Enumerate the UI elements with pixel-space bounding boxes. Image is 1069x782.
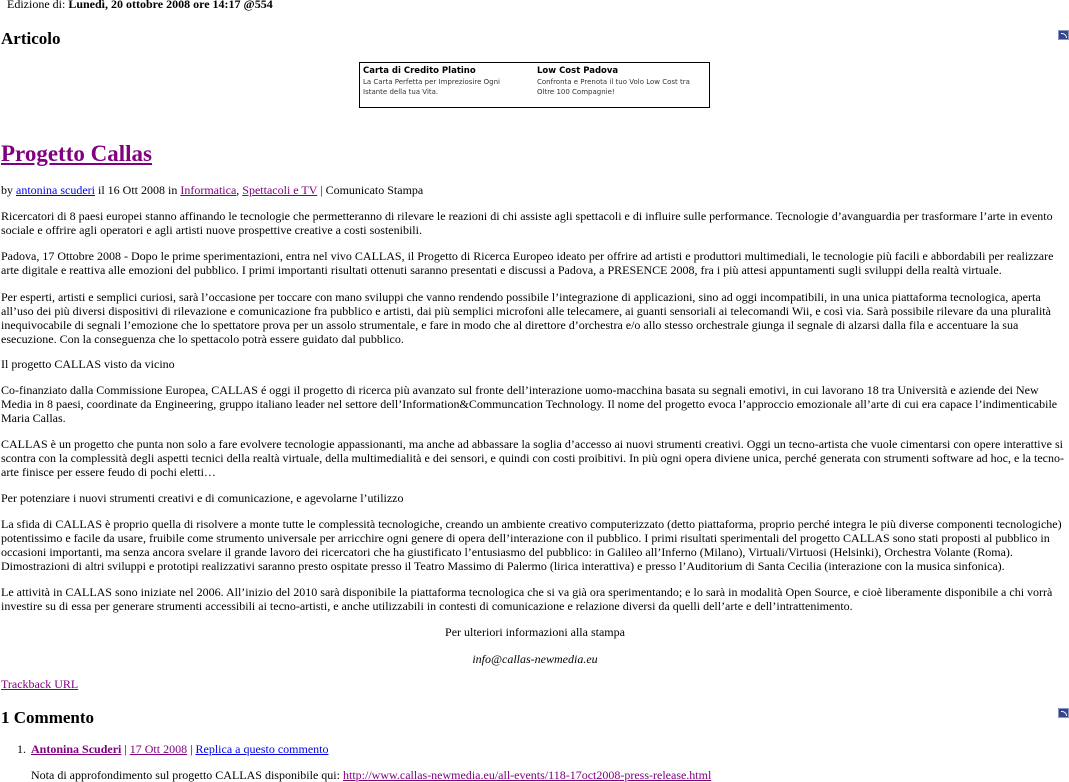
author-link[interactable]: antonina scuderi <box>16 183 95 197</box>
section-title: Articolo <box>1 29 61 48</box>
reply-link[interactable]: Replica a questo commento <box>195 742 329 756</box>
comment-body <box>31 768 711 782</box>
article-subheading: Per potenziare i nuovi strumenti creativi e di comunicazione, e agevolarne l’utilizzo <box>1 491 404 505</box>
comment-url-link[interactable]: http://www.callas-newmedia.eu/all-events/118-17oct2008-press-release.html <box>342 768 712 782</box>
ad-item[interactable] <box>363 66 533 97</box>
ad-text-line: Confronta e Prenota il tuo Volo Low Cost tra <box>537 78 690 86</box>
edition-date: Lunedì, 20 ottobre 2008 ore 14:17 @554 <box>68 0 273 11</box>
trackback-link[interactable]: Trackback URL <box>1 677 79 691</box>
post-title-link[interactable]: Progetto Callas <box>1 141 152 166</box>
comment-author-link[interactable]: Antonina Scuderi <box>31 742 122 756</box>
article-subheading: Il progetto CALLAS visto da vicino <box>1 357 175 371</box>
ad-text-line: Oltre 100 Compagnie! <box>537 88 615 96</box>
article-paragraph: La sfida di CALLAS è proprio quella di risolvere a monte tutte le complessità tecnologiche, creando un ambiente creativo computerizzato (detto piattaforma, proprio perché integra le più diverse componenti tecnologiche) potentissimo e facile da usare, fruibile come strumento universale per arricchire ogni genere di opera dell’interazione con il pubblico. I primi risultati sperimentali del progetto CALLAS sono stati proposti al pubblico in occasioni importanti, ma senza ancora svelare il grande lavoro dei ricercatori che ha giustificato l’entusiasmo del pubblico: in Galileo all’Inferno (Milano), Virtuali/Virtuosi (Helsinki), Orchestra Volante (Roma). Dimostrazioni di altri sviluppi e prototipi realizzativi saranno presto ospitate presso il Teatro Massimo di Palermo (lirica interattiva) e presso l’Auditorium di Santa Cecilia (interazione con la musica sinfonica). <box>1 517 1062 573</box>
article-paragraph: Per esperti, artisti e semplici curiosi, sarà l’occasione per toccare con mano sviluppi che vanno rendendo possibile l’integrazione di applicazioni, sino ad oggi incompatibili, in una unica piattaforma tecnologica, aperta all’uso dei più diversi dispositivi di rilevazione e comunicazione fra pubblico e artisti, dai più semplici microfoni alle telecamere, ai guanti sensoriali ai telecomandi Wii, e così via. Sarà possibile rilevare da una pluralità inequivocabile di segnali l’emozione che lo spettatore prova per un assolo strumentale, e fare in modo che al direttore d’orchestra e/o allo stesso orchestrale giunga il segnale di alzarsi dalla fila e accentuare la sua esecuzione. Con la conseguenza che lo spettacolo potrà essere guidato dal pubblico. <box>1 290 1051 346</box>
comment-header <box>31 742 711 756</box>
ad-title[interactable]: Low Cost Padova <box>537 66 619 76</box>
ad-item[interactable] <box>537 66 707 97</box>
ad-banner[interactable] <box>359 62 710 108</box>
article-paragraph: Ricercatori di 8 paesi europei stanno affinando le tecnologie che permetteranno di rilevare le reazioni di chi assiste agli spettacoli e di influire sulle performance. Tecnologie d’avanguardia per trasformare l’arte in evento sociale e offrire agli operatori e agli artisti nuove prospettive creative a costi sostenibili. <box>1 209 1053 237</box>
meta-date: il 16 Ott 2008 in <box>97 183 178 197</box>
article-paragraph: Padova, 17 Ottobre 2008 - Dopo le prime sperimentazioni, entra nel vivo CALLAS, il Progetto di Ricerca Europeo ideato per offrire ad artisti e produttori multimediali, le tecnologie più facili e abbordabili per realizzare arte digitale e reattiva alle emozioni del pubblico. I primi importanti risultati ottenuti saranno presentati e discussi a Padova, a PRESENCE 2008, fra i più attesi appuntamenti sugli sviluppi della realtà virtuale. <box>1 249 1054 277</box>
meta-rest: | Comunicato Stampa <box>320 183 424 197</box>
comment-list-item <box>17 742 712 782</box>
ad-text-line: La Carta Perfetta per Impreziosire Ogni <box>363 78 500 86</box>
comment-text: Nota di approfondimento sul progetto CALLAS disponibile qui: <box>31 768 340 782</box>
ad-title[interactable]: Carta di Credito Platino <box>363 66 476 76</box>
article-paragraph: Co-finanziato dalla Commissione Europea, CALLAS é oggi il progetto di ricerca più avanzato sul fronte dell’interazione uomo-macchina basata su segnali emotivi, in cui lavorano 18 tra Università e aziende dei New Media in 8 paesi, coordinate da Engineering, gruppo italiano leader nel settore dell’Information&Communcation Technology. Il nome del progetto evoca l’approccio emozionale all’arte di cui era capace l’indimenticabile Maria Callas. <box>1 383 1058 425</box>
press-email: info@callas-newmedia.eu <box>472 652 598 666</box>
comments-title: 1 Commento <box>1 708 95 727</box>
rss-feed-icon[interactable] <box>1058 708 1069 718</box>
article-paragraph: CALLAS è un progetto che punta non solo a fare evolvere tecnologie appassionanti, ma anche ad abbassare la soglia d’accesso ai nuovi strumenti creativi. Oggi un tecno-artista che vuole cimentarsi con opere interattive si scontra con la complessità degli aspetti tecnici della realtà virtuale, della multimedialità e dei sensori, e quindi con costi proibitivi. In più ogni opera diviene unica, perché generata con strumenti software ad hoc, e la tecno-arte finisce per essere feudo di pochi eletti… <box>1 437 1064 479</box>
article-paragraph: Le attività in CALLAS sono iniziate nel 2006. All’inizio del 2010 sarà disponibile la piattaforma tecnologica che si va già ora sperimentando; e lo sarà in modalità Open Source, e cioè liberamente disponibile a chi vorrà investire su di essa per generare strumenti accessibili ai tecno-artisti, e anche utilizzabili in contesti di comunicazione e relazione diversi da quelli dell’arte e dell’intrattenimento. <box>1 585 1053 613</box>
meta-by: by <box>1 183 13 197</box>
edition-prefix: Edizione di: <box>7 0 66 11</box>
rss-feed-icon[interactable] <box>1058 30 1069 40</box>
comment-number: 1. <box>17 742 26 756</box>
comment-separator: | <box>190 742 193 756</box>
comment-date-link[interactable]: 17 Ott 2008 <box>129 742 188 756</box>
category-link-informatica[interactable]: Informatica <box>180 183 237 197</box>
edition-line <box>7 0 273 12</box>
post-meta <box>1 183 423 197</box>
press-line: Per ulteriori informazioni alla stampa <box>445 625 625 639</box>
meta-separator: , <box>236 183 240 197</box>
category-link-spettacoli[interactable]: Spettacoli e TV <box>242 183 318 197</box>
ad-text-line: Istante della tua Vita. <box>363 88 439 96</box>
comment-separator: | <box>124 742 127 756</box>
